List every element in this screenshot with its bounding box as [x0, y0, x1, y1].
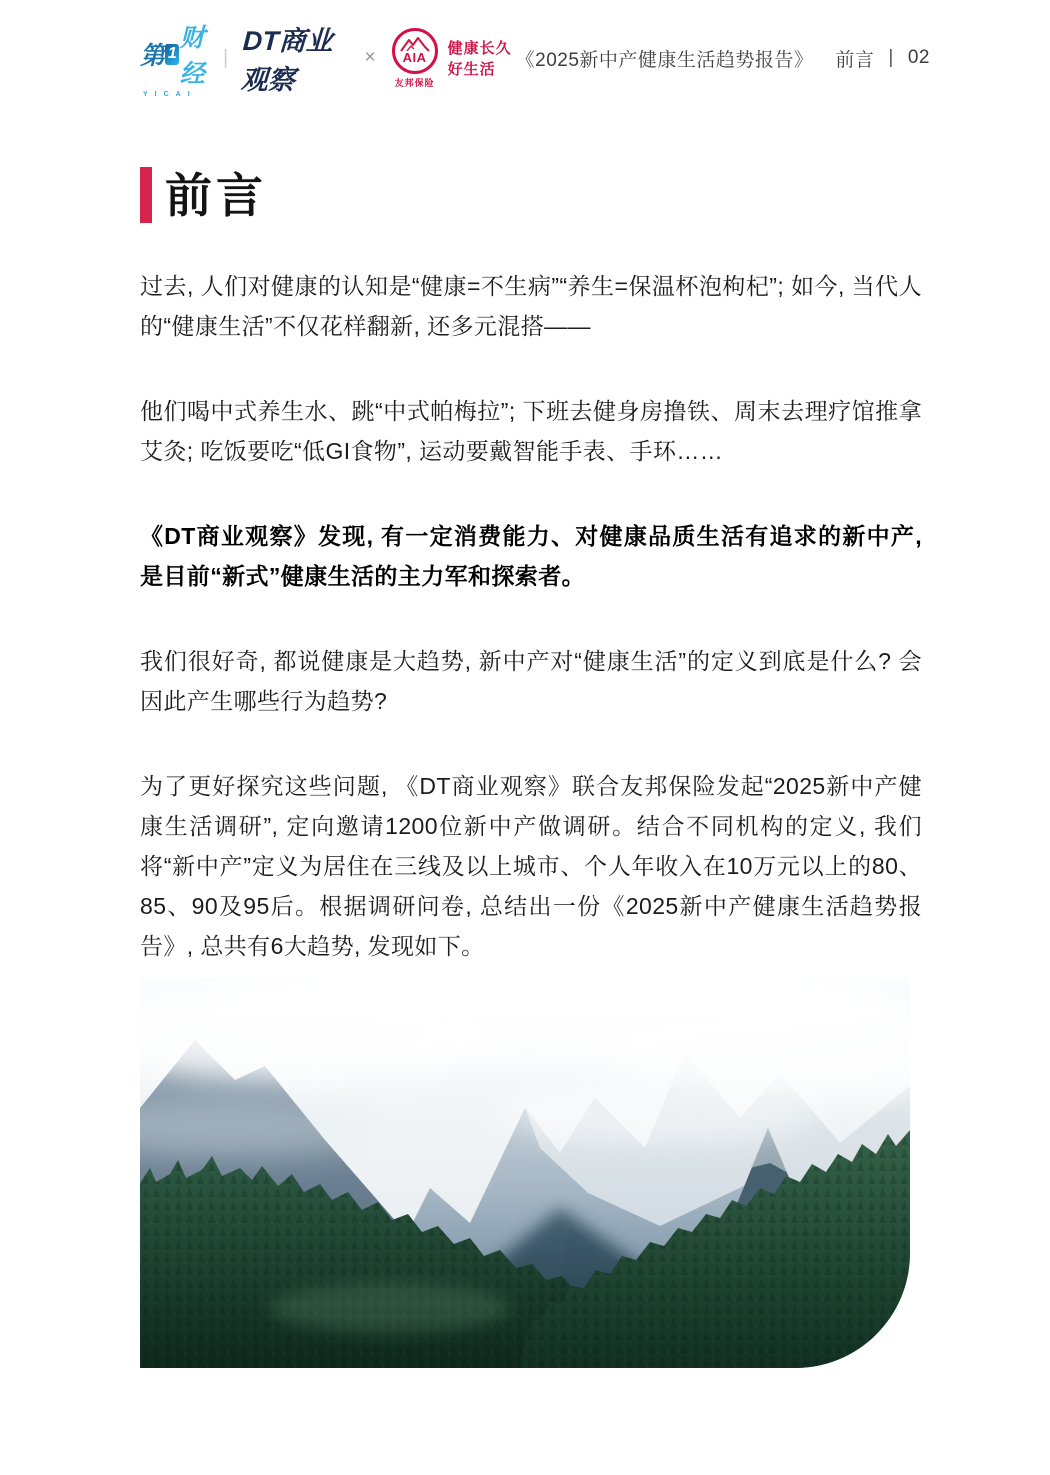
- section-label: 前言: [835, 49, 875, 71]
- collab-cross-icon: ×: [364, 47, 376, 68]
- running-head: [516, 45, 930, 72]
- paragraph-emphasis: 《DT商业观察》发现, 有一定消费能力、对健康品质生活有追求的新中产, 是目前“新式”健康生活的主力军和探索者。: [140, 523, 922, 589]
- yicai-logo-char: 第: [140, 42, 165, 70]
- body-copy: [140, 266, 922, 1011]
- aia-mountain-icon: [392, 28, 438, 74]
- page-title: 前言: [165, 168, 267, 222]
- logo-row: [140, 18, 516, 98]
- paragraph: 为了更好探究这些问题, 《DT商业观察》联合友邦保险发起“2025新中产健康生活调研”, 定向邀请1200位新中产做调研。结合不同机构的定义, 我们将“新中产”定义为居住在三线及以上城市、个人年收入在10万元以上的80、85、90及95后。根据调研问卷, 总结出一份《2025新中产健康生活趋势报告》, 总共有6大趋势, 发现如下。: [140, 773, 922, 959]
- report-title: 《2025新中产健康生活趋势报告》: [515, 49, 814, 71]
- yicai-logo-rest: 财经: [179, 24, 204, 88]
- aia-wordmark: AIA: [402, 49, 427, 65]
- aia-chinese-name: 友邦保险: [394, 77, 435, 88]
- paragraph: 我们很好奇, 都说健康是大趋势, 新中产对“健康生活”的定义到底是什么? 会因此产生哪些行为趋势?: [140, 648, 922, 714]
- paragraph: 他们喝中式养生水、跳“中式帕梅拉”; 下班去健身房撸铁、周末去理疗馆推拿艾灸; 吃饭要吃“低GI食物”, 运动要戴智能手表、手环……: [140, 398, 922, 464]
- aia-tagline: 健康长久好生活: [447, 40, 512, 78]
- aia-logo: [392, 28, 516, 89]
- logo-divider: |: [223, 46, 229, 69]
- title-accent-bar: [140, 167, 152, 223]
- paragraph: 过去, 人们对健康的认知是“健康=不生病”“养生=保温杯泡枸杞”; 如今, 当代人的“健康生活”不仅花样翻新, 还多元混搭——: [140, 273, 922, 339]
- page-header: [140, 24, 930, 98]
- mountain-landscape-image: [140, 978, 910, 1368]
- page-number: 02: [907, 47, 930, 68]
- yicai-logo-latin: YICAI: [143, 91, 197, 98]
- section-title-row: [140, 167, 267, 223]
- yicai-logo-one-icon: 1: [165, 44, 179, 65]
- yicai-logo: [140, 18, 211, 98]
- dt-business-watch-logo: DT商业观察: [240, 26, 334, 95]
- header-divider: |: [888, 47, 894, 68]
